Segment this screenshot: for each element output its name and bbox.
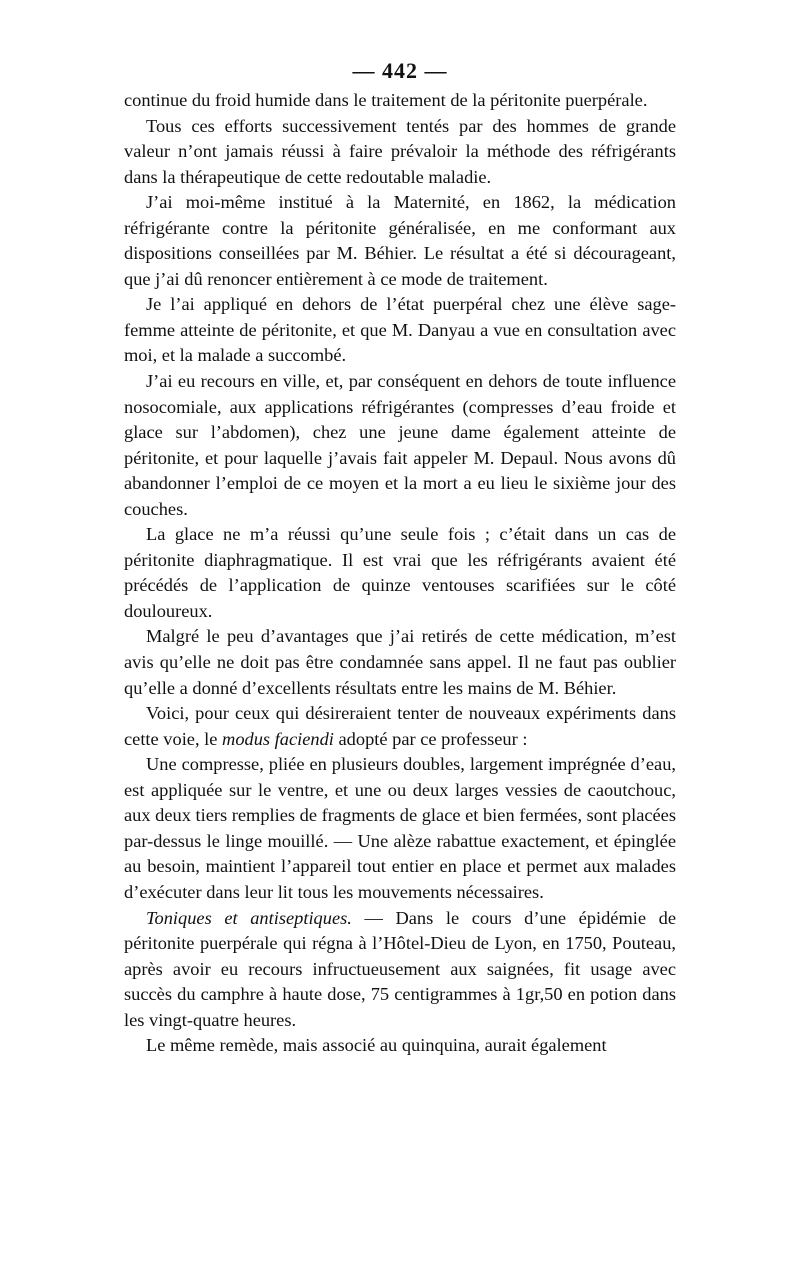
page-body [124, 88, 676, 1059]
paragraph-5: J’ai eu recours en ville, et, par conséquent en dehors de toute influence nosocomiale, aux applications réfrigérantes (compresses d’eau froide et glace sur l’abdomen), chez une jeune dame également atteinte de péritonite, et pour laquelle j’avais fait appeler M. Depaul. Nous avons dû abandonner l’emploi de ce moyen et la mort a eu lieu le sixième jour des couches. [124, 371, 676, 519]
paragraph-2: Tous ces efforts successivement tentés par des hommes de grande valeur n’ont jamais réussi à faire prévaloir la méthode des réfrigérants dans la thérapeutique de cette redoutable maladie. [124, 115, 676, 187]
modus-italic: modus faciendi [222, 728, 334, 749]
paragraph-compresse: Une compresse, pliée en plusieurs doubles, largement imprégnée d’eau, est appliquée sur le ventre, et une ou deux larges vessies de caoutchouc, aux deux tiers remplies de fragments de glace et bien fermées, sont placées par-dessus le linge mouillé. — Une alèze rabattue exactement, et épinglée au besoin, maintient l’appareil tout entier en place et permet aux malades d’exécuter dans leur lit tous les mouvements nécessaires. [124, 754, 677, 902]
paragraph-1: continue du froid humide dans le traitement de la péritonite puerpérale. [124, 90, 648, 110]
paragraph-toniques [124, 906, 676, 1034]
paragraph-7: Malgré le peu d’avantages que j’ai retirés de cette médication, m’est avis qu’elle ne doit pas être condamnée sans appel. Il ne faut pas oublier qu’elle a donné d’excellents résultats entre les mains de M. Béhier. [124, 626, 676, 698]
page-number: — 442 — [352, 58, 448, 83]
modus-after: adopté par ce professeur : [333, 728, 528, 749]
paragraph-last: Le même remède, mais associé au quinquina, aurait également [146, 1035, 607, 1056]
paragraph-3: J’ai moi-même institué à la Maternité, en 1862, la médication réfrigérante contre la péritonite généralisée, en me conformant aux dispositions conseillées par M. Béhier. Le résultat a été si décourageant, que j’ai dû renoncer entièrement à ce mode de traitement. [124, 192, 676, 289]
toniques-heading: Toniques et antiseptiques. [146, 907, 352, 928]
paragraph-modus [124, 701, 676, 752]
paragraph-6: La glace ne m’a réussi qu’une seule fois ; c’était dans un cas de péritonite diaphragmatique. Il est vrai que les réfrigérants avaient été précédés de l’application de quinze ventouses scarifiées sur le côté douloureux. [124, 524, 676, 621]
paragraph-4: Je l’ai appliqué en dehors de l’état puerpéral chez une élève sage-femme atteinte de péritonite, et que M. Danyau a vue en consultation avec moi, et la malade a succombé. [124, 294, 676, 366]
modus-before: Voici, pour ceux qui désireraient tenter de nouveaux expériments dans cette voie, le [124, 703, 676, 749]
toniques-text: — Dans le cours d’une épidémie de péritonite puerpérale qui régna à l’Hôtel-Dieu de Lyon, en 1750, Pouteau, après avoir eu recours infructueusement aux saignées, fit usage avec succès du camphre à haute dose, 75 centigrammes à 1gr,50 en potion dans les vingt-quatre heures. [124, 907, 676, 1030]
